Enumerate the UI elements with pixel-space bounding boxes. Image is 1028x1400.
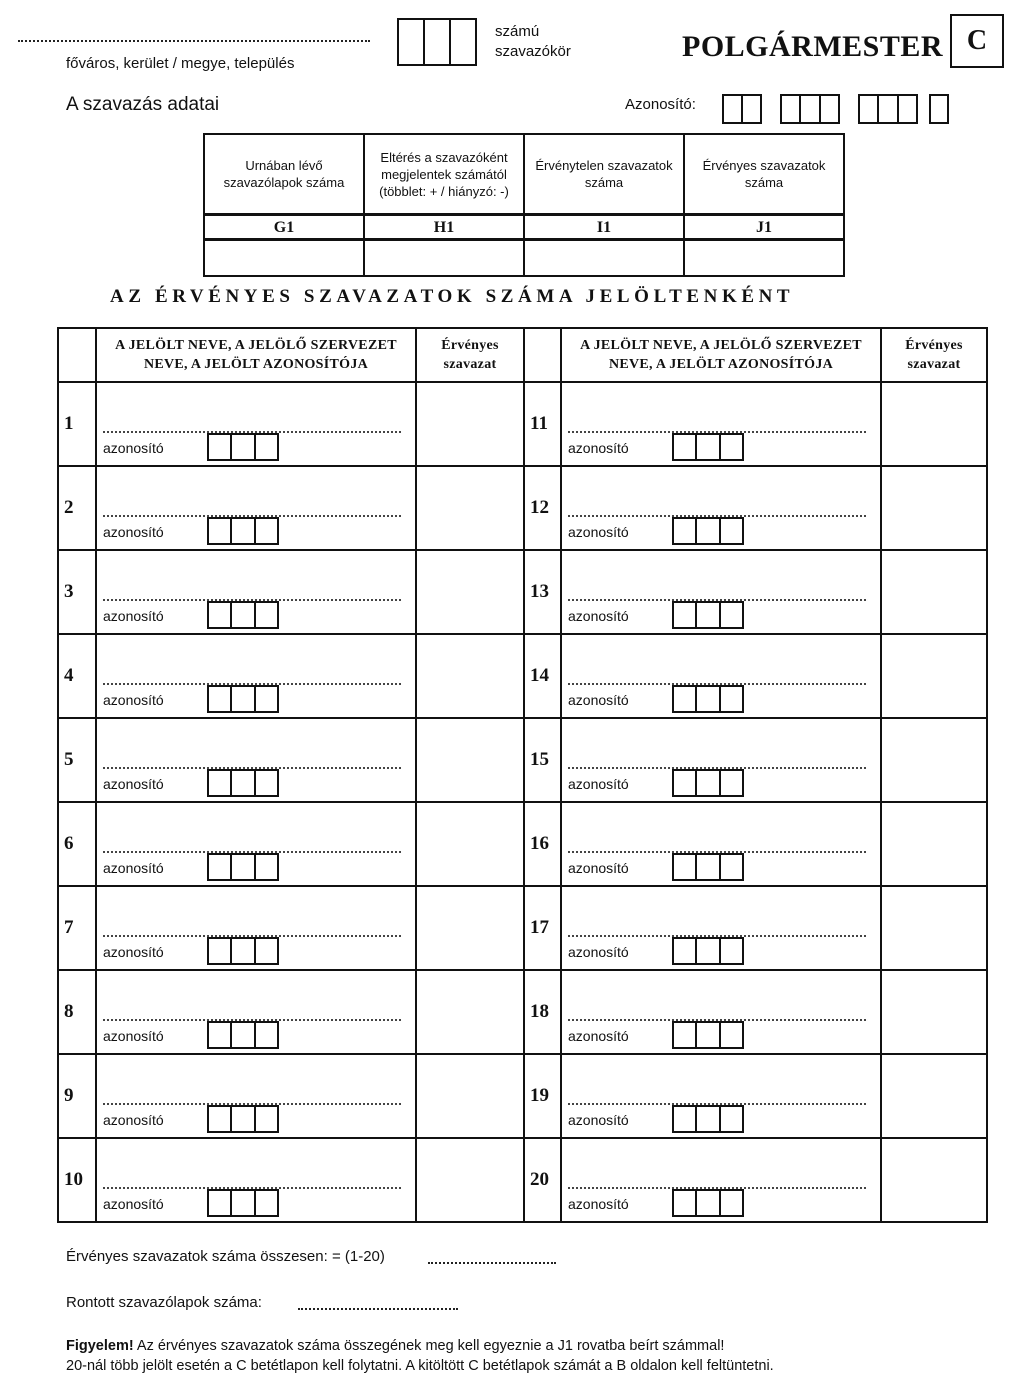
candidate-valid-votes[interactable] — [881, 802, 987, 886]
identifier-digit[interactable] — [674, 855, 697, 879]
candidate-identifier-label: azonosító — [103, 1112, 164, 1128]
header-name-right: A JELÖLT NEVE, A JELÖLŐ SZERVEZET NEVE, A JELÖLT AZONOSÍTÓJA — [561, 328, 881, 382]
candidate-valid-votes[interactable] — [416, 1054, 524, 1138]
identifier-label: Azonosító: — [625, 96, 696, 113]
candidate-number: 11 — [524, 382, 561, 466]
total-valid-votes-line[interactable] — [428, 1262, 556, 1264]
candidate-number: 7 — [58, 886, 96, 970]
form-letter-box — [950, 14, 1004, 68]
candidate-identifier-boxes[interactable] — [207, 601, 279, 629]
identifier-digit[interactable] — [256, 1107, 277, 1131]
candidate-name-cell[interactable] — [96, 382, 416, 466]
candidate-number: 4 — [58, 634, 96, 718]
table-row — [58, 466, 987, 550]
district-digit[interactable] — [425, 20, 451, 64]
candidate-name-cell[interactable] — [561, 550, 881, 634]
section-title: A szavazás adatai — [66, 94, 220, 115]
identifier-digit[interactable] — [209, 939, 232, 963]
candidate-identifier-boxes[interactable] — [672, 853, 744, 881]
identifier-digit[interactable] — [209, 1191, 232, 1215]
candidates-title: AZ ÉRVÉNYES SZAVAZATOK SZÁMA JELÖLTENKÉNT — [110, 286, 795, 307]
spoiled-ballots-line[interactable] — [298, 1308, 458, 1310]
identifier-digit[interactable] — [674, 1023, 697, 1047]
identifier-digit[interactable] — [209, 519, 232, 543]
summary-header-g1: Urnában lévő szavazólapok száma — [204, 134, 364, 215]
identifier-digit[interactable] — [697, 1023, 720, 1047]
identifier-digit[interactable] — [743, 96, 760, 122]
candidate-identifier-label: azonosító — [103, 776, 164, 792]
table-row — [58, 382, 987, 466]
identifier-boxes-group3[interactable] — [858, 94, 918, 124]
location-label: főváros, kerület / megye, település — [66, 55, 295, 72]
candidate-name-cell[interactable] — [96, 550, 416, 634]
identifier-digit[interactable] — [697, 1191, 720, 1215]
identifier-digit[interactable] — [209, 1107, 232, 1131]
candidate-name-cell[interactable] — [96, 886, 416, 970]
candidate-name-cell[interactable] — [561, 466, 881, 550]
candidate-identifier-label: azonosító — [103, 1028, 164, 1044]
candidate-valid-votes[interactable] — [881, 1138, 987, 1222]
total-valid-votes-label: Érvényes szavazatok száma összesen: = (1-20) — [66, 1248, 385, 1265]
identifier-digit[interactable] — [721, 519, 742, 543]
summary-table — [203, 133, 845, 277]
candidate-name-cell[interactable] — [96, 634, 416, 718]
summary-header-h1: Eltérés a szavazóként megjelentek számától (többlet: + / hiányzó: -) — [364, 134, 524, 215]
district-label-line1: számú — [495, 23, 540, 40]
identifier-digit[interactable] — [697, 687, 720, 711]
candidate-identifier-label: azonosító — [103, 608, 164, 624]
identifier-digit[interactable] — [232, 435, 255, 459]
candidate-identifier-label: azonosító — [568, 944, 629, 960]
identifier-digit[interactable] — [697, 603, 720, 627]
identifier-digit[interactable] — [256, 939, 277, 963]
candidate-name-cell[interactable] — [561, 382, 881, 466]
identifier-boxes-group1[interactable] — [722, 94, 762, 124]
candidate-name-cell[interactable] — [561, 1054, 881, 1138]
candidate-name-cell[interactable] — [561, 718, 881, 802]
candidate-name-cell[interactable] — [561, 1138, 881, 1222]
district-digit[interactable] — [451, 20, 475, 64]
spoiled-ballots-label: Rontott szavazólapok száma: — [66, 1294, 262, 1311]
candidate-name-cell[interactable] — [561, 634, 881, 718]
identifier-digit[interactable] — [674, 687, 697, 711]
candidate-valid-votes[interactable] — [881, 970, 987, 1054]
candidate-name-cell[interactable] — [96, 970, 416, 1054]
candidate-number: 9 — [58, 1054, 96, 1138]
candidate-identifier-boxes[interactable] — [672, 1021, 744, 1049]
candidate-valid-votes[interactable] — [881, 886, 987, 970]
candidate-identifier-boxes[interactable] — [672, 769, 744, 797]
identifier-digit[interactable] — [232, 939, 255, 963]
identifier-boxes-group4[interactable] — [929, 94, 949, 124]
header-number-left — [58, 328, 96, 382]
table-row — [58, 1054, 987, 1138]
candidate-identifier-boxes[interactable] — [207, 937, 279, 965]
summary-value-i1[interactable] — [524, 240, 684, 277]
candidate-name-cell[interactable] — [96, 466, 416, 550]
identifier-digit[interactable] — [256, 603, 277, 627]
candidate-identifier-boxes[interactable] — [207, 1189, 279, 1217]
identifier-digit[interactable] — [724, 96, 743, 122]
identifier-digit[interactable] — [899, 96, 916, 122]
candidate-number: 5 — [58, 718, 96, 802]
candidate-identifier-boxes[interactable] — [672, 601, 744, 629]
candidate-number: 20 — [524, 1138, 561, 1222]
candidate-identifier-boxes[interactable] — [672, 937, 744, 965]
form-title: POLGÁRMESTER — [682, 30, 944, 63]
candidate-valid-votes[interactable] — [416, 886, 524, 970]
table-row — [58, 1138, 987, 1222]
identifier-digit[interactable] — [232, 1107, 255, 1131]
candidate-valid-votes[interactable] — [416, 634, 524, 718]
candidate-valid-votes[interactable] — [416, 382, 524, 466]
identifier-digit[interactable] — [209, 687, 232, 711]
identifier-digit[interactable] — [232, 1191, 255, 1215]
candidate-identifier-label: azonosító — [103, 1196, 164, 1212]
candidate-identifier-label: azonosító — [103, 440, 164, 456]
candidate-name-cell[interactable] — [561, 802, 881, 886]
identifier-digit[interactable] — [256, 855, 277, 879]
candidate-identifier-boxes[interactable] — [207, 1021, 279, 1049]
candidate-valid-votes[interactable] — [416, 970, 524, 1054]
identifier-digit[interactable] — [674, 519, 697, 543]
candidate-valid-votes[interactable] — [881, 718, 987, 802]
identifier-boxes-group2[interactable] — [780, 94, 840, 124]
identifier-digit[interactable] — [721, 771, 742, 795]
identifier-digit[interactable] — [721, 939, 742, 963]
candidate-number: 3 — [58, 550, 96, 634]
summary-value-h1[interactable] — [364, 240, 524, 277]
identifier-digit[interactable] — [721, 687, 742, 711]
candidate-identifier-label: azonosító — [568, 1112, 629, 1128]
summary-header-i1: Érvénytelen szavazatok száma — [524, 134, 684, 215]
identifier-digit[interactable] — [721, 1023, 742, 1047]
identifier-digit[interactable] — [801, 96, 820, 122]
candidate-identifier-boxes[interactable] — [672, 517, 744, 545]
summary-value-j1[interactable] — [684, 240, 844, 277]
candidate-valid-votes[interactable] — [881, 550, 987, 634]
candidate-identifier-label: azonosító — [568, 1196, 629, 1212]
candidate-number: 6 — [58, 802, 96, 886]
notice-bold: Figyelem! — [66, 1338, 134, 1354]
candidate-valid-votes[interactable] — [881, 382, 987, 466]
identifier-digit[interactable] — [209, 435, 232, 459]
candidate-identifier-boxes[interactable] — [207, 517, 279, 545]
candidates-table — [57, 327, 988, 1223]
candidate-identifier-label: azonosító — [103, 944, 164, 960]
candidate-valid-votes[interactable] — [881, 466, 987, 550]
table-row — [58, 970, 987, 1054]
candidate-valid-votes[interactable] — [416, 466, 524, 550]
table-row — [58, 550, 987, 634]
candidate-valid-votes[interactable] — [881, 634, 987, 718]
candidate-number: 14 — [524, 634, 561, 718]
identifier-digit[interactable] — [232, 687, 255, 711]
identifier-digit[interactable] — [674, 1107, 697, 1131]
header-number-right — [524, 328, 561, 382]
candidate-valid-votes[interactable] — [416, 718, 524, 802]
candidate-identifier-boxes[interactable] — [672, 1105, 744, 1133]
identifier-digit[interactable] — [721, 435, 742, 459]
identifier-digit[interactable] — [256, 1023, 277, 1047]
candidate-number: 18 — [524, 970, 561, 1054]
candidate-identifier-boxes[interactable] — [207, 1105, 279, 1133]
identifier-digit[interactable] — [721, 855, 742, 879]
candidate-number: 10 — [58, 1138, 96, 1222]
identifier-digit[interactable] — [232, 603, 255, 627]
identifier-digit[interactable] — [860, 96, 879, 122]
table-row — [58, 718, 987, 802]
candidate-identifier-label: azonosító — [568, 692, 629, 708]
candidate-identifier-boxes[interactable] — [672, 1189, 744, 1217]
identifier-digit[interactable] — [697, 1107, 720, 1131]
candidate-name-cell[interactable] — [96, 718, 416, 802]
candidate-number: 8 — [58, 970, 96, 1054]
candidate-number: 19 — [524, 1054, 561, 1138]
candidate-valid-votes[interactable] — [416, 802, 524, 886]
candidate-number: 12 — [524, 466, 561, 550]
header-name-left: A JELÖLT NEVE, A JELÖLŐ SZERVEZET NEVE, A JELÖLT AZONOSÍTÓJA — [96, 328, 416, 382]
candidate-name-cell[interactable] — [96, 1138, 416, 1222]
candidate-identifier-label: azonosító — [103, 692, 164, 708]
candidate-number: 15 — [524, 718, 561, 802]
candidate-name-cell[interactable] — [96, 802, 416, 886]
identifier-digit[interactable] — [232, 771, 255, 795]
candidate-number: 17 — [524, 886, 561, 970]
candidate-number: 1 — [58, 382, 96, 466]
candidate-identifier-label: azonosító — [568, 860, 629, 876]
identifier-digit[interactable] — [931, 96, 947, 122]
candidate-valid-votes[interactable] — [416, 550, 524, 634]
candidate-identifier-label: azonosító — [568, 608, 629, 624]
candidate-number: 13 — [524, 550, 561, 634]
district-label-line2: szavazókör — [495, 43, 571, 60]
identifier-digit[interactable] — [256, 435, 277, 459]
candidate-name-cell[interactable] — [96, 1054, 416, 1138]
candidate-identifier-label: azonosító — [103, 524, 164, 540]
candidate-identifier-label: azonosító — [568, 524, 629, 540]
candidate-number: 16 — [524, 802, 561, 886]
identifier-digit[interactable] — [782, 96, 801, 122]
notice-text: Az érvényes szavazatok száma összegének meg kell egyeznie a J1 rovatba beírt számmal! — [133, 1338, 725, 1354]
identifier-digit[interactable] — [256, 1191, 277, 1215]
summary-code-h1: H1 — [364, 215, 524, 240]
identifier-digit[interactable] — [256, 687, 277, 711]
identifier-digit[interactable] — [674, 771, 697, 795]
identifier-digit[interactable] — [256, 771, 277, 795]
identifier-digit[interactable] — [674, 1191, 697, 1215]
identifier-digit[interactable] — [256, 519, 277, 543]
identifier-digit[interactable] — [209, 1023, 232, 1047]
candidate-identifier-label: azonosító — [568, 440, 629, 456]
summary-header-j1: Érvényes szavazatok száma — [684, 134, 844, 215]
candidate-number: 2 — [58, 466, 96, 550]
identifier-digit[interactable] — [209, 603, 232, 627]
candidate-valid-votes[interactable] — [881, 1054, 987, 1138]
candidate-identifier-boxes[interactable] — [672, 685, 744, 713]
candidate-name-cell[interactable] — [561, 970, 881, 1054]
identifier-digit[interactable] — [821, 96, 838, 122]
table-row — [58, 802, 987, 886]
identifier-digit[interactable] — [209, 771, 232, 795]
summary-value-g1[interactable] — [204, 240, 364, 277]
candidate-valid-votes[interactable] — [416, 1138, 524, 1222]
identifier-digit[interactable] — [697, 771, 720, 795]
candidate-identifier-label: azonosító — [568, 1028, 629, 1044]
identifier-digit[interactable] — [674, 603, 697, 627]
candidate-identifier-label: azonosító — [103, 860, 164, 876]
notice-line2: 20-nál több jelölt esetén a C betétlapon kell folytatni. A kitöltött C betétlapok számát a B oldalon kell feltüntetni. — [66, 1358, 774, 1374]
identifier-digit[interactable] — [879, 96, 898, 122]
candidate-name-cell[interactable] — [561, 886, 881, 970]
candidate-identifier-boxes[interactable] — [207, 685, 279, 713]
identifier-digit[interactable] — [232, 855, 255, 879]
header-votes-left: Érvényes szavazat — [416, 328, 524, 382]
identifier-digit[interactable] — [209, 855, 232, 879]
identifier-digit[interactable] — [232, 1023, 255, 1047]
identifier-digit[interactable] — [697, 855, 720, 879]
summary-code-g1: G1 — [204, 215, 364, 240]
identifier-digit[interactable] — [721, 1107, 742, 1131]
table-row — [58, 886, 987, 970]
summary-code-i1: I1 — [524, 215, 684, 240]
candidate-identifier-boxes[interactable] — [207, 433, 279, 461]
summary-code-j1: J1 — [684, 215, 844, 240]
identifier-digit[interactable] — [674, 435, 697, 459]
location-line[interactable] — [18, 40, 370, 42]
identifier-digit[interactable] — [697, 939, 720, 963]
district-digit[interactable] — [399, 20, 425, 64]
header-votes-right: Érvényes szavazat — [881, 328, 987, 382]
identifier-digit[interactable] — [697, 435, 720, 459]
candidate-identifier-boxes[interactable] — [207, 769, 279, 797]
notice-line1 — [66, 1338, 724, 1354]
identifier-digit[interactable] — [697, 519, 720, 543]
table-row — [58, 634, 987, 718]
identifier-digit[interactable] — [674, 939, 697, 963]
candidate-identifier-boxes[interactable] — [672, 433, 744, 461]
identifier-digit[interactable] — [721, 1191, 742, 1215]
identifier-digit[interactable] — [721, 603, 742, 627]
district-number-boxes[interactable] — [397, 18, 477, 66]
candidate-identifier-label: azonosító — [568, 776, 629, 792]
form-letter: C — [966, 25, 988, 56]
candidate-identifier-boxes[interactable] — [207, 853, 279, 881]
identifier-digit[interactable] — [232, 519, 255, 543]
